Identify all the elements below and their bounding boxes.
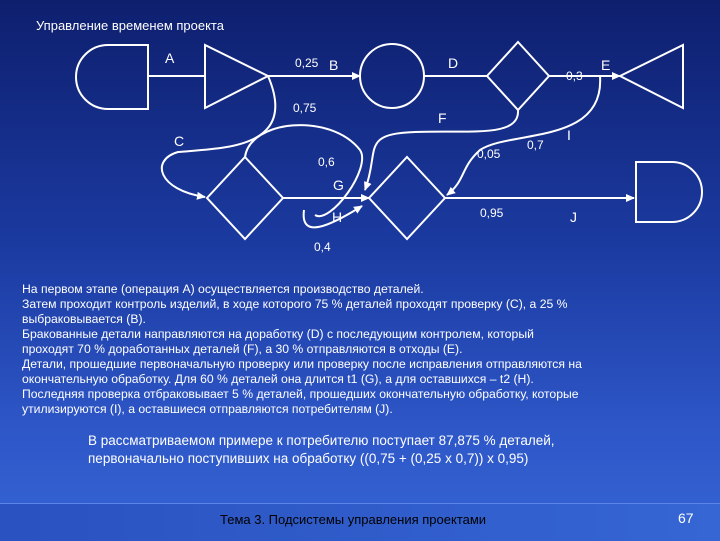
prob-025: 0,25 bbox=[295, 56, 319, 70]
label-e: E bbox=[601, 57, 611, 73]
text-line: утилизируются (I), а оставшиеся отправляются потребителям (J). bbox=[22, 402, 393, 416]
prob-095: 0,95 bbox=[480, 206, 504, 220]
conclusion-line: первоначально поступивших на обработку ((0,75 + (0,25 х 0,7)) х 0,95) bbox=[88, 451, 529, 466]
prob-03: 0,3 bbox=[566, 69, 583, 83]
label-g: G bbox=[333, 177, 344, 193]
prob-06: 0,6 bbox=[318, 155, 335, 169]
label-d: D bbox=[448, 55, 459, 71]
label-c: C bbox=[174, 133, 185, 149]
description-text bbox=[22, 282, 698, 417]
slide-title: Управление временем проекта bbox=[36, 18, 224, 33]
node-h-diamond bbox=[369, 157, 445, 239]
text-line: Бракованные детали направляются на доработку (D) с последующим контролем, который bbox=[22, 327, 534, 341]
text-line: На первом этапе (операция А) осуществляется производство деталей. bbox=[22, 282, 424, 296]
node-e-decision bbox=[487, 42, 549, 110]
text-line: окончательную обработку. Для 60 % деталей она длится t1 (G), а для оставшихся – t2 (H). bbox=[22, 372, 534, 386]
edge-g-j bbox=[245, 125, 362, 216]
text-line: Последняя проверка отбраковывает 5 % деталей, прошедших окончательную обработку, которые bbox=[22, 387, 579, 401]
prob-075: 0,75 bbox=[293, 101, 317, 115]
text-line: выбраковывается (В). bbox=[22, 312, 146, 326]
label-f: F bbox=[438, 110, 447, 126]
footer-title: Тема 3. Подсистемы управления проектами bbox=[220, 512, 487, 527]
process-diagram bbox=[0, 0, 720, 270]
node-a-start bbox=[76, 45, 148, 109]
label-j: J bbox=[570, 209, 577, 225]
label-a: A bbox=[165, 50, 175, 66]
prob-04: 0,4 bbox=[314, 240, 331, 254]
label-i: I bbox=[567, 127, 571, 143]
text-line: Детали, прошедшие первоначальную проверку или проверку после исправления отправляются на bbox=[22, 357, 582, 371]
edge-i bbox=[447, 76, 600, 195]
node-b-triangle bbox=[205, 45, 268, 108]
node-d-circle bbox=[360, 44, 424, 108]
label-b: B bbox=[329, 57, 339, 73]
node-j-end bbox=[636, 162, 702, 222]
text-line: Затем проходит контроль изделий, в ходе которого 75 % деталей проходят проверку (С), а 25 % bbox=[22, 297, 568, 311]
conclusion-text bbox=[88, 432, 555, 468]
prob-07: 0,7 bbox=[527, 138, 544, 152]
node-g-diamond bbox=[207, 157, 283, 239]
conclusion-line: В рассматриваемом примере к потребителю поступает 87,875 % деталей, bbox=[88, 433, 555, 448]
prob-005: 0,05 bbox=[477, 147, 501, 161]
page-number: 67 bbox=[678, 510, 694, 526]
node-e-waste bbox=[620, 45, 683, 108]
label-h: H bbox=[332, 209, 343, 225]
text-line: проходят 70 % доработанных деталей (F), а 30 % отправляются в отходы (Е). bbox=[22, 342, 463, 356]
